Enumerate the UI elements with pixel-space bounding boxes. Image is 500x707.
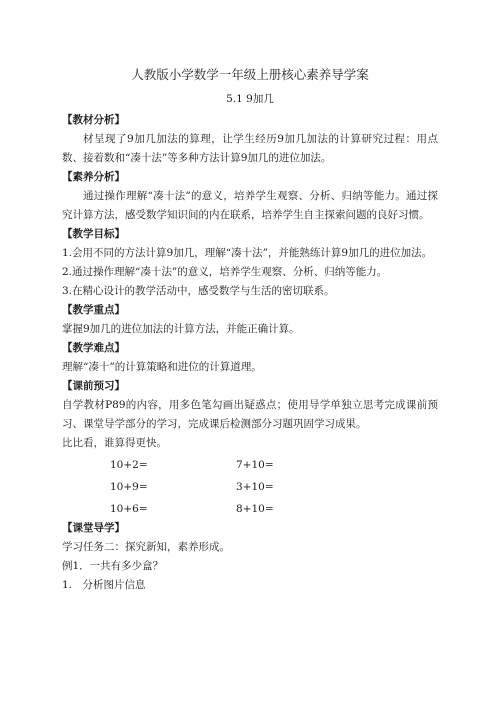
exercise-left: 10+9= — [110, 481, 148, 493]
preview-text: 自学教材P89的内容，用多色笔勾画出疑惑点；使用导学单独立思考完成课前预习、课堂导学部分的学习，完成课后检测部分习题巩固学习成果。 — [62, 399, 438, 430]
objective-item-3: 3.在精心设计的教学活动中，感受数学与生活的密切联系。 — [62, 285, 335, 297]
textbook-analysis-text: 材呈现了9加几加法的算理，让学生经历9加几加法的计算研究过程：用点数、接着数和“凑十法”等多种方法计算9加几的进位加法。 — [62, 133, 438, 164]
exercise-row — [62, 478, 438, 497]
difficulties-text: 理解“凑十”的计算策略和进位的计算道理。 — [62, 361, 262, 373]
exercise-left: 10+6= — [110, 503, 148, 515]
lesson-subtitle: 5.1 9加几 — [226, 93, 274, 105]
section-heading-key-points: 【教学重点】 — [62, 304, 125, 316]
guide-line-step: 1. 分析图片信息 — [62, 579, 146, 591]
exercise-right: 8+10= — [236, 503, 274, 515]
exercise-right: 3+10= — [236, 481, 274, 493]
section-heading-difficulties: 【教学难点】 — [62, 342, 125, 354]
section-heading-guide: 【课堂导学】 — [62, 522, 125, 534]
exercise-right: 7+10= — [236, 459, 274, 471]
section-heading-objectives: 【教学目标】 — [62, 228, 125, 240]
guide-line-example: 例1．一共有多少盒？ — [62, 560, 164, 572]
exercise-row — [62, 500, 438, 519]
objective-item-2: 2.通过操作理解“凑十法”的意义，培养学生观察、分析、归纳等能力。 — [62, 266, 388, 278]
guide-line-task: 学习任务二：探究新知，素养形成。 — [62, 541, 230, 553]
exercise-left: 10+2= — [110, 459, 148, 471]
exercise-row — [62, 456, 438, 475]
section-heading-literacy-analysis: 【素养分析】 — [62, 171, 125, 183]
document-title: 人教版小学数学一年级上册核心素养导学案 — [131, 67, 369, 82]
literacy-analysis-text: 通过操作理解“凑十法”的意义，培养学生观察、分析、归纳等能力。通过探究计算方法，感受数学知识间的内在联系，培养学生自主探索问题的良好习惯。 — [62, 190, 438, 221]
section-heading-textbook-analysis: 【教材分析】 — [62, 114, 125, 126]
key-points-text: 掌握9加几的进位加法的计算方法，并能正确计算。 — [62, 323, 300, 335]
section-heading-preview: 【课前预习】 — [62, 380, 125, 392]
preview-prompt: 比比看，谁算得更快。 — [62, 437, 167, 449]
objective-item-1: 1.会用不同的方法计算9加几，理解“凑十法”，并能熟练计算9加几的进位加法。 — [62, 247, 433, 259]
